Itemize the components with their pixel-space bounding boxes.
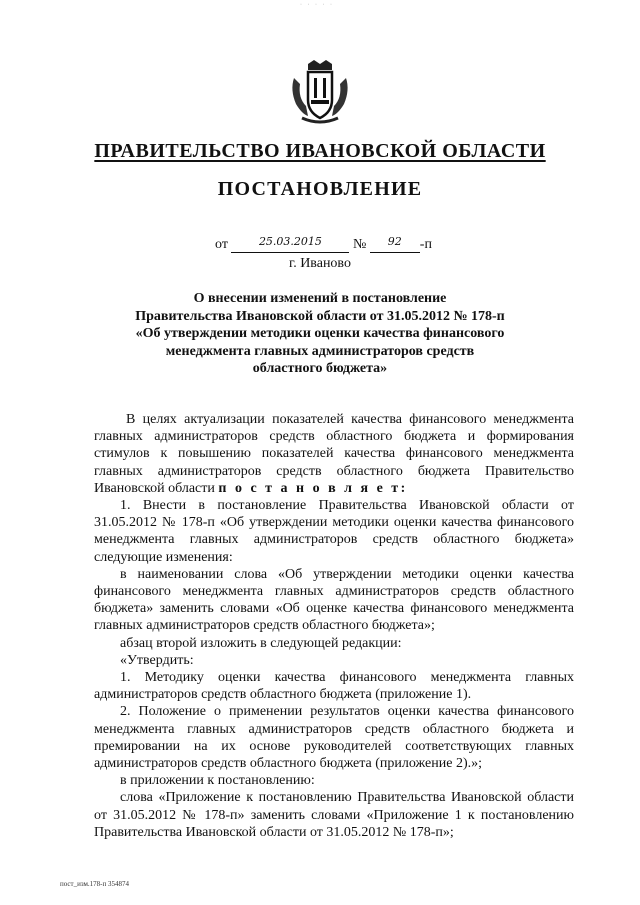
- footer-code: пост_изм.178-п 354874: [60, 880, 130, 888]
- paragraph: абзац второй изложить в следующей редакции:: [120, 635, 402, 651]
- coat-of-arms-icon: [288, 60, 352, 126]
- paragraph: 1. Методику оценки качества финансового менеджмента главных администраторов средств областного бюджета (приложение 1).: [94, 670, 574, 703]
- date-number-line: [215, 237, 432, 253]
- paragraph: в приложении к постановлению:: [120, 773, 315, 789]
- paragraph: слова «Приложение к постановлению Правительства Ивановской области от 31.05.2012 № 178-п» заменить словами «Приложение 1 к постановлению Правительства Ивановской области от 31.05.2012 № 178-п»;: [94, 790, 574, 840]
- paragraph: 1. Внести в постановление Правительства Ивановской области от 31.05.2012 № 178-п «Об утверждении методики оценки качества финансового менеджмента главных администраторов средств областного бюджета» следующие изменения:: [94, 498, 574, 565]
- government-title: ПРАВИТЕЛЬСТВО ИВАНОВСКОЙ ОБЛАСТИ: [94, 140, 546, 162]
- city: г. Иваново: [289, 256, 351, 271]
- number-label: №: [352, 237, 367, 252]
- document-body: [94, 411, 574, 841]
- decree-word: п о с т а н о в л я е т:: [218, 480, 408, 496]
- heading-line: «Об утверждении методики оценки качества финансового: [135, 326, 505, 341]
- heading-line: Правительства Ивановской области от 31.05.2012 № 178-п: [135, 308, 505, 324]
- number-suffix: -п: [419, 237, 432, 252]
- from-label: от: [215, 237, 228, 252]
- scan-mark: · · · · ·: [300, 2, 334, 8]
- heading-line: О внесении изменений в постановление: [193, 291, 447, 306]
- paragraph: «Утвердить:: [120, 652, 194, 668]
- date-field: 25.03.2015: [231, 237, 349, 253]
- paragraph: 2. Положение о применении результатов оценки качества финансового менеджмента главных администраторов средств областного бюджета и премировании на их основе руководителей соответствующих главных администраторов средств областного бюджета (приложение 2).»;: [94, 704, 574, 772]
- paragraph: в наименовании слова «Об утверждении методики оценки качества финансового менеджмента главных администраторов средств областного бюджета» заменить словами «Об оценке качества финансового менеджмента главных администраторов средств областного бюджета»;: [94, 566, 574, 634]
- preamble-paragraph: В целях актуализации показателей качества финансового менеджмента главных администраторов средств областного бюджета и формирования стимулов к повышению показателей качества финансового менеджмента главных администраторов средств областного бюджета Правительство Ивановской области п о с т а н о в л я е т:: [94, 412, 574, 496]
- number-field: 92: [370, 237, 420, 253]
- heading-line: областного бюджета»: [252, 361, 388, 376]
- document-heading: [120, 290, 520, 378]
- heading-line: менеджмента главных администраторов средств: [165, 343, 475, 359]
- document-type: ПОСТАНОВЛЕНИЕ: [217, 178, 423, 200]
